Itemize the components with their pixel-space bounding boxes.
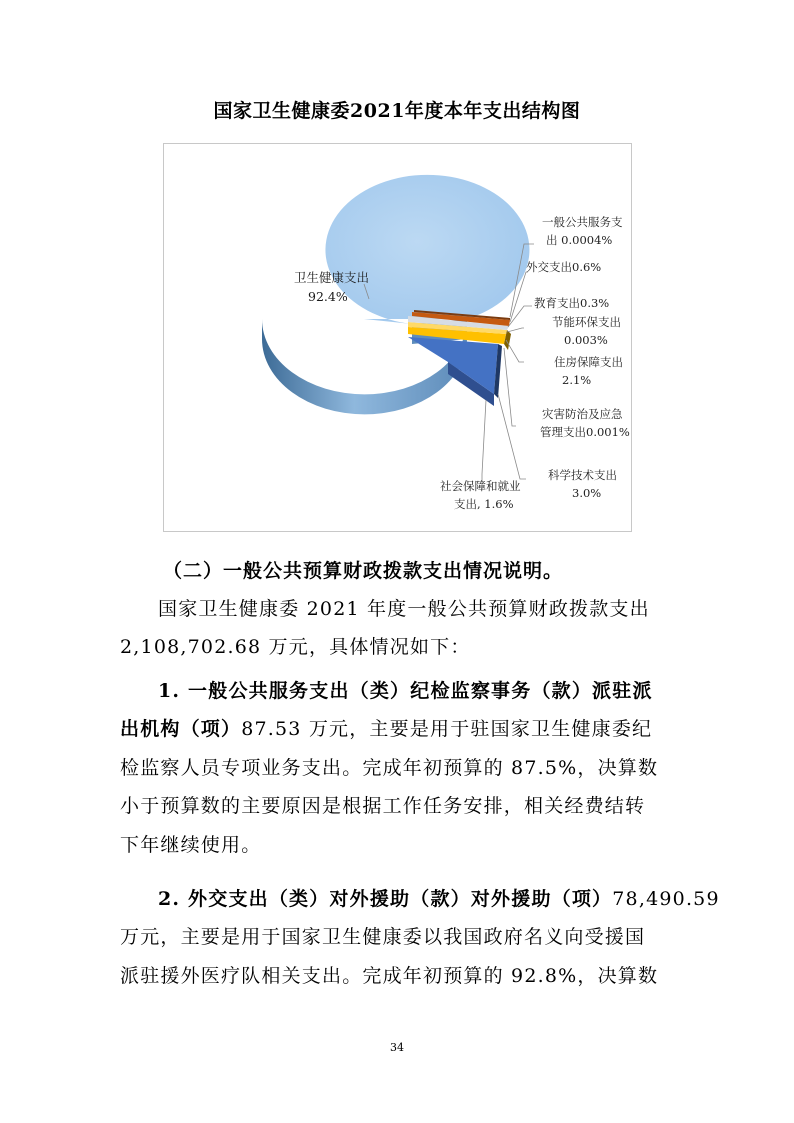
label-energy-1: 节能环保支出 (552, 315, 621, 329)
intro-paragraph (120, 590, 674, 667)
item1-line-5: 下年继续使用。 (120, 833, 262, 856)
label-disaster-2: 管理支出0.001% (540, 425, 630, 439)
item1-heading-2: 出机构（项） (120, 718, 242, 741)
label-energy-2: 0.003% (564, 333, 608, 347)
label-health-name: 卫生健康支出 (294, 270, 370, 285)
item1-heading-1: 1. 一般公共服务支出（类）纪检监察事务（款）派驻派 (158, 680, 653, 702)
label-health-pct: 92.4% (308, 289, 348, 304)
label-disaster-1: 灾害防治及应急 (542, 407, 623, 421)
intro-line-2: 2,108,702.68 万元，具体情况如下： (120, 636, 471, 659)
item1-line-3: 检监察人员专项业务支出。完成年初预算的 87.5%，决算数 (120, 756, 659, 779)
label-social-1: 社会保障和就业 (440, 479, 521, 493)
item1-line-2: 87.53 万元，主要是用于驻国家卫生健康委纪 (241, 718, 653, 741)
pie-chart (163, 143, 632, 532)
item2-heading: 2. 外交支出（类）对外援助（款）对外援助（项） (158, 888, 613, 910)
label-general-1: 一般公共服务支 (542, 215, 623, 229)
label-social-2: 支出, 1.6% (454, 497, 514, 511)
label-science-1: 科学技术支出 (548, 468, 617, 482)
page-number: 34 (390, 1041, 404, 1054)
chart-title: 国家卫生健康委2021年度本年支出结构图 (213, 100, 581, 122)
label-housing-2: 2.1% (562, 373, 592, 387)
intro-line-1: 国家卫生健康委 2021 年度一般公共预算财政拨款支出 (158, 598, 650, 620)
label-general-2: 出 0.0004% (546, 233, 613, 247)
item2-paragraph (120, 880, 720, 995)
label-science-2: 3.0% (572, 486, 602, 500)
pie-chart-svg (164, 144, 631, 531)
label-edu: 教育支出0.3% (534, 296, 610, 310)
label-foreign: 外交支出0.6% (526, 260, 602, 274)
label-housing-1: 住房保障支出 (554, 355, 623, 369)
item2-amount: 78,490.59 (612, 888, 720, 910)
item2-line-3: 派驻援外医疗队相关支出。完成年初预算的 92.8%，决算数 (120, 964, 659, 987)
slice-health (325, 175, 529, 324)
item2-line-2: 万元，主要是用于国家卫生健康委以我国政府名义向受援国 (120, 926, 646, 949)
section-heading: （二）一般公共预算财政拨款支出情况说明。 (163, 560, 564, 582)
item1-paragraph (120, 672, 674, 864)
item1-line-4: 小于预算数的主要原因是根据工作任务安排，相关经费结转 (120, 795, 646, 818)
